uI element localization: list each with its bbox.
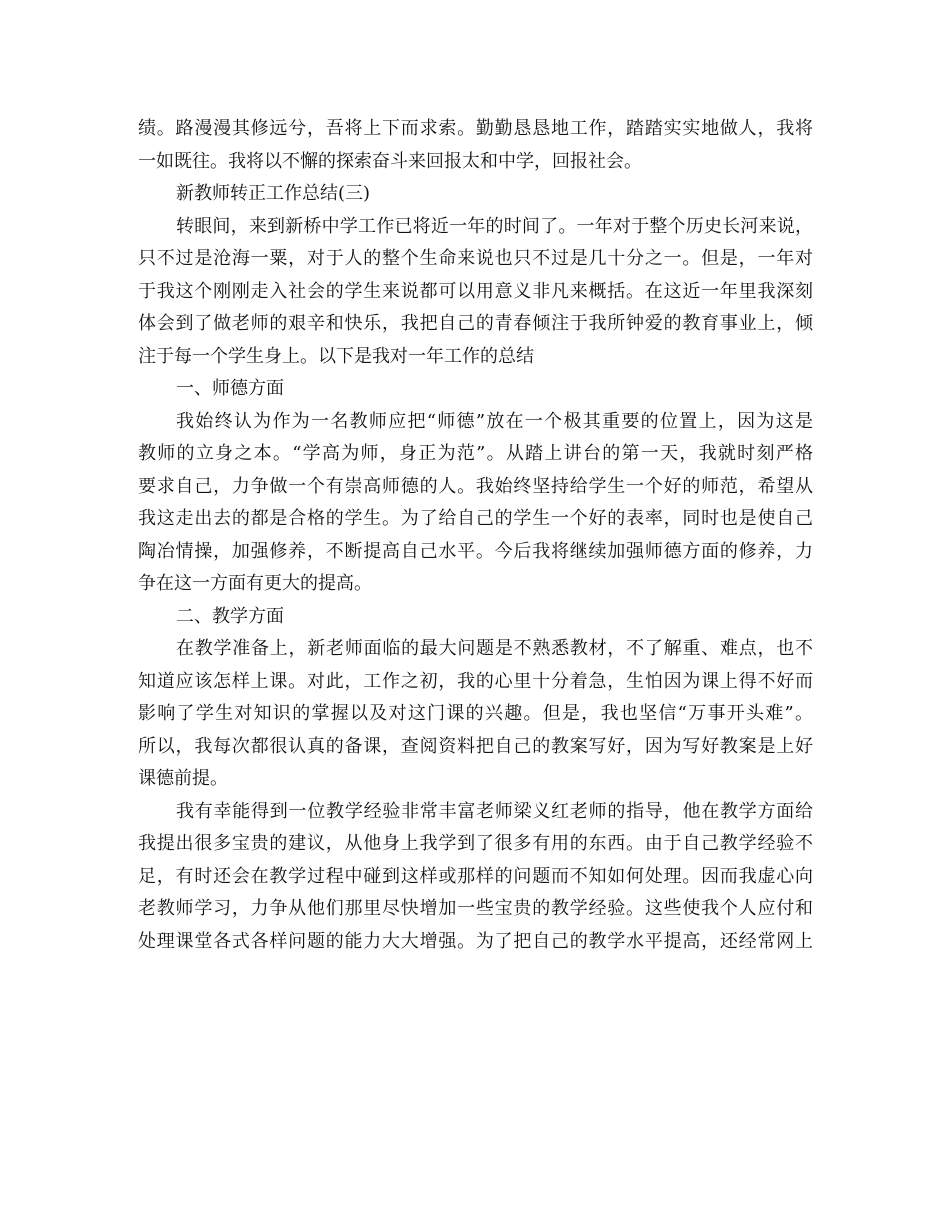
text-line: 要求自己，力争做一个有崇高师德的人。我始终坚持给学生一个好的师范，希望从 <box>138 475 813 497</box>
text-line: 一如既往。我将以不懈的探索奋斗来回报太和中学，回报社会。 <box>138 150 642 172</box>
text-line: 争在这一方面有更大的提高。 <box>138 573 372 594</box>
text-line: 我提出很多宝贵的建议，从他身上我学到了很多有用的东西。由于自己教学经验不 <box>138 833 813 854</box>
text-line: 只不过是沧海一粟，对于人的整个生命来说也只不过是几十分之一。但是，一年对 <box>138 248 813 269</box>
text-line: 体会到了做老师的艰辛和快乐，我把自己的青春倾注于我所钟爱的教育事业上，倾 <box>138 313 813 334</box>
text-line: 在教学准备上，新老师面临的最大问题是不熟悉教材，不了解重、难点，也不 <box>176 638 813 659</box>
document-page <box>138 113 813 958</box>
text-line: 知道应该怎样上课。对此，工作之初，我的心里十分着急，生怕因为课上得不好而 <box>138 670 813 692</box>
text-line: 处理课堂各式各样问题的能力大大增强。为了把自己的教学水平提高，还经常网上 <box>138 930 813 952</box>
section-title: 新教师转正工作总结(三) <box>176 183 371 204</box>
text-line: 老教师学习，力争从他们那里尽快增加一些宝贵的教学经验。这些使我个人应付和 <box>138 898 813 919</box>
text-line: 课德前提。 <box>138 768 228 789</box>
text-line: 陶冶情操，加强修养，不断提高自己水平。今后我将继续加强师德方面的修养，力 <box>138 540 813 562</box>
text-line: 我这走出去的都是合格的学生。为了给自己的学生一个好的表率，同时也是使自己 <box>138 508 813 529</box>
text-line: 教师的立身之本。“学高为师，身正为范”。从踏上讲台的第一天，我就时刻严格 <box>138 443 813 464</box>
section-heading: 一、师德方面 <box>176 378 284 399</box>
section-heading: 二、教学方面 <box>176 605 284 627</box>
text-line: 我始终认为作为一名教师应把“师德”放在一个极其重要的位置上，因为这是 <box>176 410 813 432</box>
text-line: 足，有时还会在教学过程中碰到这样或那样的问题而不知如何处理。因而我虚心向 <box>138 865 813 887</box>
text-line: 所以，我每次都很认真的备课，查阅资料把自己的教案写好，因为写好教案是上好 <box>138 735 813 757</box>
text-line: 于我这个刚刚走入社会的学生来说都可以用意义非凡来概括。在这近一年里我深刻 <box>138 280 813 302</box>
text-line: 绩。路漫漫其修远兮，吾将上下而求索。勤勤恳恳地工作，踏踏实实地做人，我将 <box>138 118 813 139</box>
text-line: 影响了学生对知识的掌握以及对这门课的兴趣。但是，我也坚信“万事开头难”。 <box>138 703 813 724</box>
text-line: 注于每一个学生身上。以下是我对一年工作的总结 <box>138 345 534 367</box>
text-line: 转眼间，来到新桥中学工作已将近一年的时间了。一年对于整个历史长河来说， <box>176 215 813 237</box>
text-line: 我有幸能得到一位教学经验非常丰富老师梁义红老师的指导，他在教学方面给 <box>176 800 813 822</box>
